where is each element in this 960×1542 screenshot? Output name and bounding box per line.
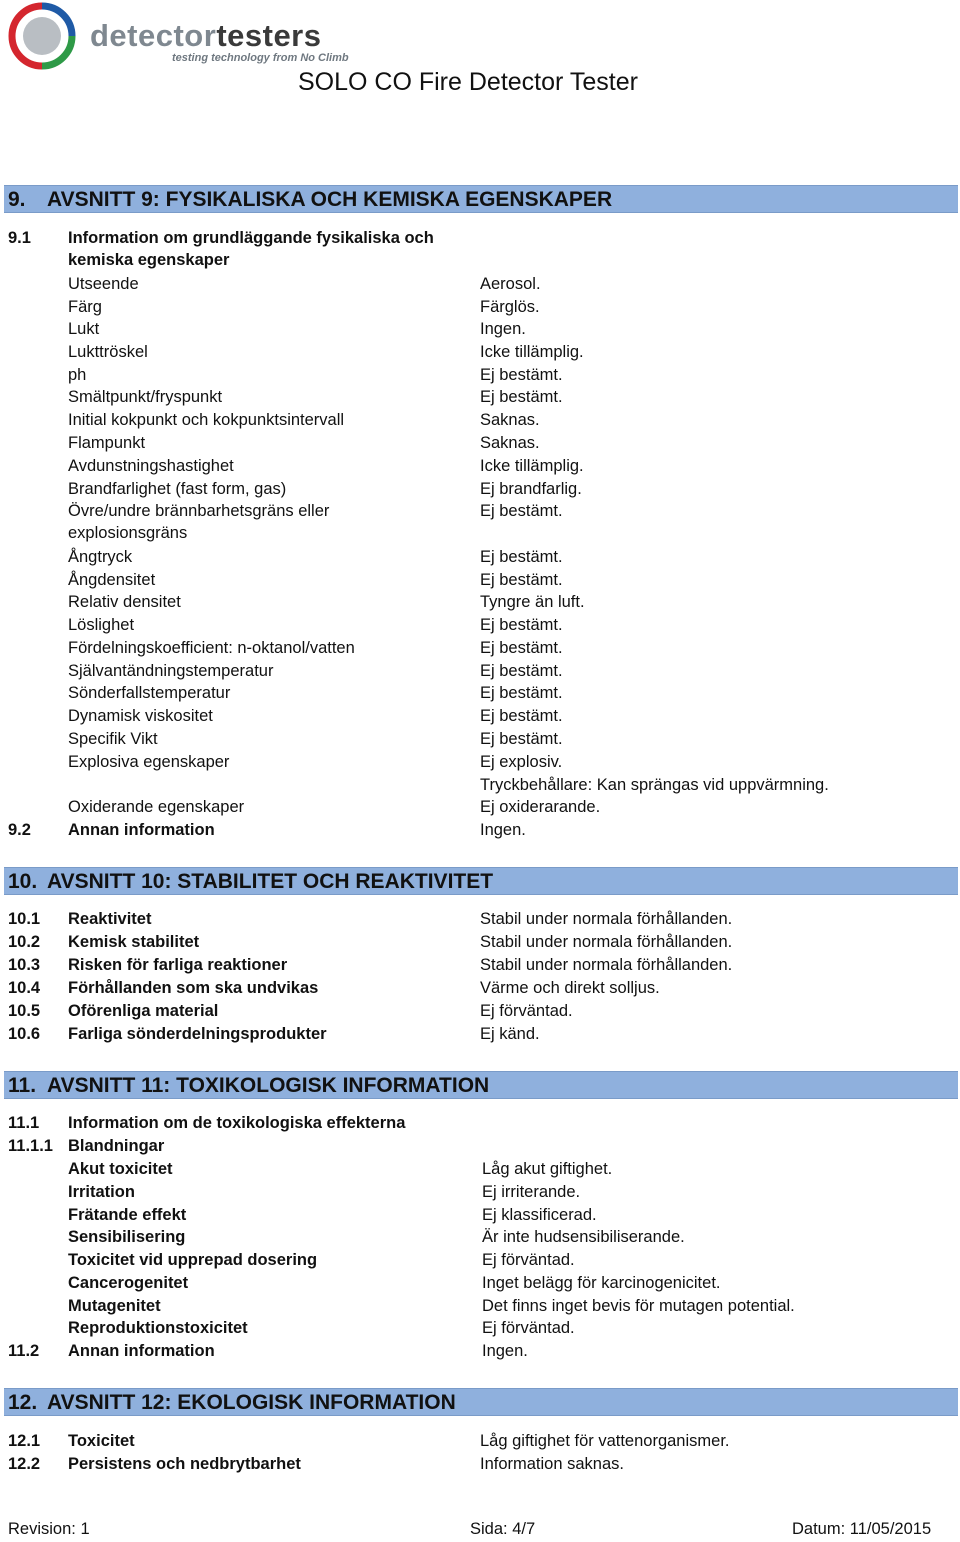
- property-value: Ej bestämt.: [480, 707, 563, 725]
- property-row: [0, 546, 960, 568]
- tox-label: Cancerogenitet: [68, 1274, 189, 1292]
- tox-label: Irritation: [68, 1183, 135, 1201]
- tox-value: Ej förväntad.: [482, 1251, 575, 1269]
- subsection-label: Kemisk stabilitet: [68, 933, 200, 951]
- subsection-11-2: [0, 1340, 960, 1362]
- tox-value: Ej klassificerad.: [482, 1206, 597, 1224]
- tox-value: Det finns inget bevis för mutagen potential.: [482, 1297, 795, 1315]
- property-value: Icke tillämplig.: [480, 343, 584, 361]
- property-label: Explosiva egenskaper: [68, 753, 230, 771]
- subsection-label: Farliga sönderdelningsprodukter: [68, 1025, 327, 1043]
- property-row: [0, 386, 960, 408]
- property-row: [0, 364, 960, 386]
- subsection-number: 11.2: [8, 1342, 40, 1360]
- subsection-label: Förhållanden som ska undvikas: [68, 979, 319, 997]
- subsection-row: [0, 1430, 960, 1452]
- property-value: Ej bestämt.: [480, 662, 563, 680]
- subsection-value: Ingen.: [480, 821, 526, 839]
- subsection-value: Information saknas.: [480, 1455, 624, 1473]
- property-label: Brandfarlighet (fast form, gas): [68, 480, 287, 498]
- property-value: Ej bestämt.: [480, 684, 563, 702]
- tox-row: [0, 1181, 960, 1203]
- subsection-11-1: [0, 1112, 960, 1134]
- subsection-label: Reaktivitet: [68, 910, 152, 928]
- subsection-label: Oförenliga material: [68, 1002, 219, 1020]
- property-label: Avdunstningshastighet: [68, 457, 234, 475]
- property-label: ph: [68, 366, 87, 384]
- subsection-number: 10.2: [8, 933, 41, 951]
- property-value: Ej explosiv.: [480, 753, 563, 771]
- property-value: Ej oxiderarande.: [480, 798, 601, 816]
- property-value: Aerosol.: [480, 275, 541, 293]
- tox-value: Inget belägg för karcinogenicitet.: [482, 1274, 721, 1292]
- property-label: Oxiderande egenskaper: [68, 798, 245, 816]
- subsection-number: 9.1: [8, 229, 31, 247]
- property-label: Smältpunkt/fryspunkt: [68, 388, 223, 406]
- brand-tagline: testing technology from No Climb: [172, 52, 349, 64]
- subsection-value: Stabil under normala förhållanden.: [480, 910, 733, 928]
- subsection-label: Annan information: [68, 1342, 215, 1360]
- subsection-number: 10.5: [8, 1002, 41, 1020]
- property-label: Lukt: [68, 320, 100, 338]
- tox-value: Ej irriterande.: [482, 1183, 581, 1201]
- property-row: [0, 796, 960, 818]
- subsection-value: Stabil under normala förhållanden.: [480, 933, 733, 951]
- tox-row: [0, 1272, 960, 1294]
- property-value: Ej bestämt.: [480, 571, 563, 589]
- tox-value: Låg akut giftighet.: [482, 1160, 613, 1178]
- property-value: Saknas.: [480, 434, 540, 452]
- property-value: Färglös.: [480, 298, 540, 316]
- property-label: Flampunkt: [68, 434, 146, 452]
- property-value: Tryckbehållare: Kan sprängas vid uppvärmning.: [480, 776, 829, 794]
- property-value: Ej brandfarlig.: [480, 480, 582, 498]
- property-row: [0, 705, 960, 727]
- brand-part-detector: detector: [90, 18, 217, 53]
- subsection-value: Ingen.: [482, 1342, 528, 1360]
- property-label: Sönderfallstemperatur: [68, 684, 231, 702]
- tox-row: [0, 1317, 960, 1339]
- subsection-9-1: [0, 227, 960, 271]
- property-value: Icke tillämplig.: [480, 457, 584, 475]
- subsection-value: Stabil under normala förhållanden.: [480, 956, 733, 974]
- section-11-header: [4, 1071, 958, 1099]
- subsection-label: Blandningar: [68, 1137, 165, 1155]
- property-row: [0, 637, 960, 659]
- subsection-number: 9.2: [8, 821, 31, 839]
- subsection-row: [0, 1453, 960, 1475]
- tox-value: Ej förväntad.: [482, 1319, 575, 1337]
- tox-label: Toxicitet vid upprepad dosering: [68, 1251, 318, 1269]
- subsection-number: 11.1.1: [8, 1137, 53, 1155]
- property-value: Ej bestämt.: [480, 730, 563, 748]
- subsection-9-2: [0, 819, 960, 841]
- property-row: [0, 591, 960, 613]
- subsection-number: 10.4: [8, 979, 41, 997]
- property-label: Ångtryck: [68, 548, 133, 566]
- property-label: Löslighet: [68, 616, 135, 634]
- property-row: [0, 660, 960, 682]
- property-value: Ej bestämt.: [480, 366, 563, 384]
- tox-row: [0, 1158, 960, 1180]
- subsection-label: Toxicitet: [68, 1432, 135, 1450]
- property-row: [0, 296, 960, 318]
- property-label: Färg: [68, 298, 102, 316]
- subsection-row: [0, 954, 960, 976]
- page-header: [0, 0, 960, 110]
- page-footer: [0, 1520, 960, 1542]
- tox-label: Sensibilisering: [68, 1228, 186, 1246]
- tox-row: [0, 1295, 960, 1317]
- property-row: [0, 318, 960, 340]
- property-value: Ej bestämt.: [480, 639, 563, 657]
- property-row: [0, 478, 960, 500]
- section-title: AVSNITT 9: FYSIKALISKA OCH KEMISKA EGENSKAPER: [47, 188, 613, 211]
- property-label: Dynamisk viskositet: [68, 707, 213, 725]
- subsection-value: Ej känd.: [480, 1025, 540, 1043]
- section-number: 11.: [8, 1074, 37, 1097]
- property-label: Utseende: [68, 275, 139, 293]
- subsection-number: 10.6: [8, 1025, 41, 1043]
- tox-label: Akut toxicitet: [68, 1160, 173, 1178]
- property-value: Saknas.: [480, 411, 540, 429]
- property-row: [0, 409, 960, 431]
- subsection-value: Ej förväntad.: [480, 1002, 573, 1020]
- tox-label: Reproduktionstoxicitet: [68, 1319, 248, 1337]
- property-label: Självantändningstemperatur: [68, 662, 274, 680]
- subsection-number: 12.2: [8, 1455, 41, 1473]
- property-value: Tyngre än luft.: [480, 593, 585, 611]
- subsection-row: [0, 908, 960, 930]
- tox-label: Mutagenitet: [68, 1297, 161, 1315]
- property-row: [0, 455, 960, 477]
- subsection-label: Risken för farliga reaktioner: [68, 956, 288, 974]
- property-label: Övre/undre brännbarhetsgräns eller explosionsgräns: [68, 502, 330, 542]
- section-title: AVSNITT 12: EKOLOGISK INFORMATION: [47, 1391, 456, 1414]
- property-row: [0, 614, 960, 636]
- subsection-row: [0, 931, 960, 953]
- property-value: Ej bestämt.: [480, 502, 563, 520]
- property-row: [0, 751, 960, 773]
- subsection-number: 10.1: [8, 910, 41, 928]
- subsection-number: 12.1: [8, 1432, 41, 1450]
- property-label: Initial kokpunkt och kokpunktsintervall: [68, 411, 345, 429]
- footer-revision: Revision: 1: [8, 1520, 90, 1538]
- tox-value: Är inte hudsensibiliserande.: [482, 1228, 685, 1246]
- property-value: Ej bestämt.: [480, 548, 563, 566]
- tox-row: [0, 1249, 960, 1271]
- subsection-row: [0, 1000, 960, 1022]
- section-title: AVSNITT 10: STABILITET OCH REAKTIVITET: [47, 870, 494, 893]
- section-number: 10.: [8, 870, 38, 893]
- subsection-value: Låg giftighet för vattenorganismer.: [480, 1432, 730, 1450]
- subsection-row: [0, 977, 960, 999]
- property-row: [0, 273, 960, 295]
- subsection-number: 11.1: [8, 1114, 40, 1132]
- section-number: 9.: [8, 188, 26, 211]
- property-row: [0, 432, 960, 454]
- subsection-11-1-1: [0, 1135, 960, 1157]
- subsection-row: [0, 1023, 960, 1045]
- property-label: Ångdensitet: [68, 571, 156, 589]
- footer-date: Datum: 11/05/2015: [792, 1520, 932, 1538]
- property-value: Ej bestämt.: [480, 388, 563, 406]
- section-10-header: [4, 867, 958, 895]
- property-row: [0, 682, 960, 704]
- property-row: [0, 500, 960, 544]
- subsection-label: Annan information: [68, 821, 215, 839]
- property-row: [0, 569, 960, 591]
- section-number: 12.: [8, 1391, 38, 1414]
- footer-page-number: Sida: 4/7: [470, 1520, 536, 1538]
- section-9-header: [4, 185, 958, 213]
- property-row: [0, 774, 960, 796]
- subsection-value: Värme och direkt solljus.: [480, 979, 660, 997]
- property-label: Fördelningskoefficient: n-oktanol/vatten: [68, 639, 355, 657]
- property-value: Ej bestämt.: [480, 616, 563, 634]
- brand-name: [90, 18, 322, 54]
- property-value: Ingen.: [480, 320, 526, 338]
- subsection-label: Information om de toxikologiska effekterna: [68, 1114, 406, 1132]
- brand-part-testers: testers: [216, 18, 322, 53]
- property-row: [0, 728, 960, 750]
- property-label: Relativ densitet: [68, 593, 181, 611]
- tox-row: [0, 1204, 960, 1226]
- property-row: [0, 341, 960, 363]
- tox-label: Frätande effekt: [68, 1206, 187, 1224]
- section-title: AVSNITT 11: TOXIKOLOGISK INFORMATION: [47, 1074, 490, 1097]
- subsection-number: 10.3: [8, 956, 41, 974]
- property-label: Specifik Vikt: [68, 730, 158, 748]
- tox-row: [0, 1226, 960, 1248]
- section-12-header: [4, 1388, 958, 1416]
- document-title: SOLO CO Fire Detector Tester: [298, 68, 638, 96]
- subsection-label: Persistens och nedbrytbarhet: [68, 1455, 301, 1473]
- subsection-label: Information om grundläggande fysikaliska och kemiska egenskaper: [68, 229, 434, 269]
- detectortesters-logo-icon: [6, 2, 78, 70]
- property-label: Lukttröskel: [68, 343, 148, 361]
